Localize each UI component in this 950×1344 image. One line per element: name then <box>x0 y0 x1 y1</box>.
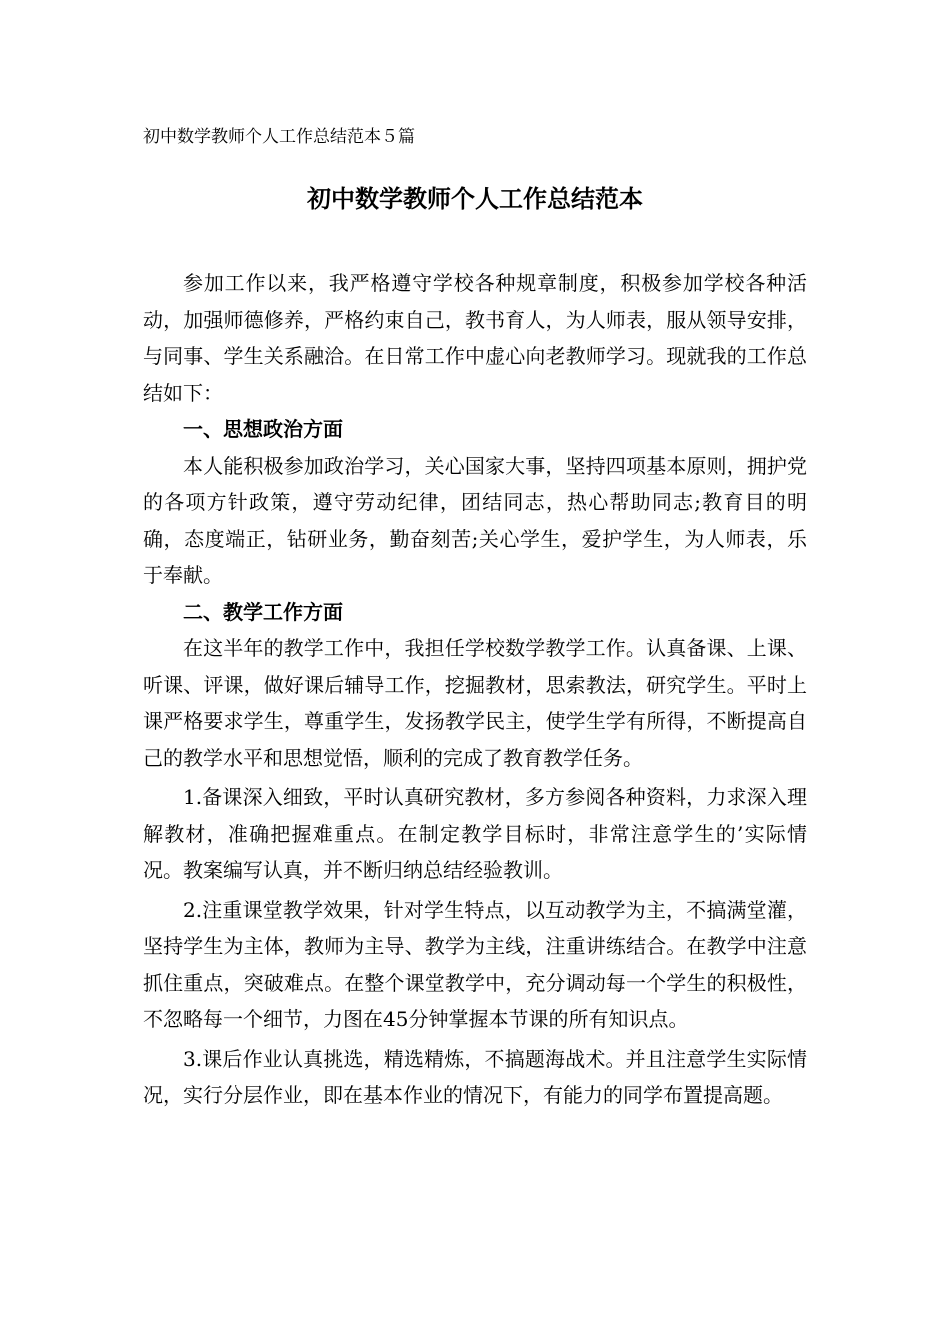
list-item-classroom: 2.注重课堂教学效果，针对学生特点，以互动教学为主，不搞满堂灌，坚持学生为主体，教师为主导、教学为主线，注重讲练结合。在教学中注意抓住重点，突破难点。在整个课堂教学中，充分调动每一个学生的积极性，不忽略每一个细节，力图在45分钟掌握本节课的所有知识点。 <box>143 897 807 1031</box>
document-body <box>143 265 807 1114</box>
list-item-homework: 3.课后作业认真挑选，精选精炼，不搞题海战术。并且注意学生实际情况，实行分层作业，即在基本作业的情况下，有能力的同学布置提高题。 <box>143 1046 807 1107</box>
section-heading-politics: 一、思想政治方面 <box>183 417 343 441</box>
document-title: 初中数学教师个人工作总结范本 <box>307 185 643 213</box>
document-header-line: 初中数学教师个人工作总结范本５篇 <box>143 127 415 147</box>
intro-paragraph: 参加工作以来，我严格遵守学校各种规章制度，积极参加学校各种活动，加强师德修养，严格约束自己，教书育人，为人师表，服从领导安排，与同事、学生关系融洽。在日常工作中虚心向老教师学习。现就我的工作总结如下： <box>143 271 807 405</box>
politics-paragraph: 本人能积极参加政治学习，关心国家大事，坚持四项基本原则，拥护党的各项方针政策，遵守劳动纪律，团结同志，热心帮助同志;教育目的明确，态度端正，钻研业务，勤奋刻苦;关心学生，爱护学生，为人师表，乐于奉献。 <box>143 453 807 587</box>
section-heading-teaching: 二、教学工作方面 <box>183 599 343 624</box>
teaching-paragraph: 在这半年的教学工作中，我担任学校数学教学工作。认真备课、上课、听课、评课，做好课后辅导工作，挖掘教材，思索教法，研究学生。平时上课严格要求学生，尊重学生，发扬教学民主，使学生学有所得，不断提高自己的教学水平和思想觉悟，顺利的完成了教育教学任务。 <box>143 636 807 770</box>
list-item-lesson-prep: 1.备课深入细致，平时认真研究教材，多方参阅各种资料，力求深入理解教材，准确把握难重点。在制定教学目标时，非常注意学生的’实际情况。教案编写认真，并不断归纳总结经验教训。 <box>143 785 807 882</box>
